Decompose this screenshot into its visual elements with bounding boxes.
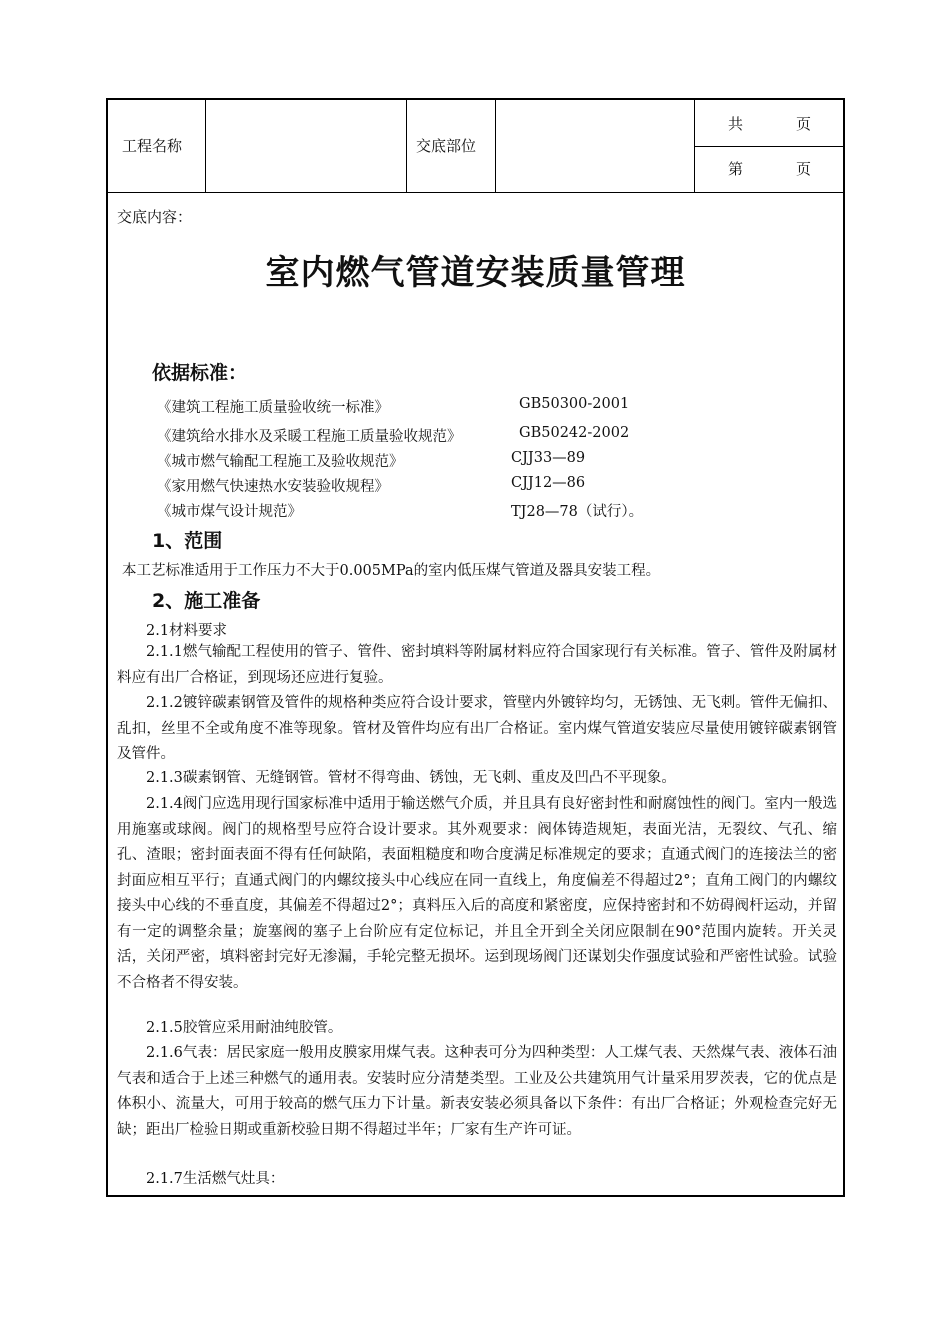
paragraph: 2.1.1燃气输配工程使用的管子、管件、密封填料等附属材料应符合国家现行有关标准。管子、管件及附属材料应有出厂合格证，到现场还应进行复验。 [117,644,837,686]
standard-name: 《城市燃气输配工程施工及验收规范》 [157,454,404,470]
paragraph: 2.1.5胶管应采用耐油纯胶管。 [146,1020,343,1036]
document-title: 室内燃气管道安装质量管理 [265,253,686,293]
divider [694,146,845,147]
basis-heading: 依据标准： [152,362,248,384]
standard-item [157,396,630,417]
standard-item [157,500,644,521]
total-pages-unit: 页 [796,115,812,133]
handover-part-label: 交底部位 [416,137,477,155]
standard-name: 《家用燃气快速热水安装验收规程》 [157,479,389,495]
standard-item [157,450,586,471]
total-pages-label: 共 [728,115,744,133]
standard-code: CJJ12—86 [511,475,586,491]
paragraph: 2.1.2镀锌碳素钢管及管件的规格种类应符合设计要求，管壁内外镀锌均匀，无锈蚀、无飞刺。管件无偏扣、乱扣，丝里不全或角度不准等现象。管材及管件均应有出厂合格证。室内煤气管道安装应尽量使用镀锌碳素钢管及管件。 [117,695,837,762]
page-number-label: 第 [728,160,744,178]
project-name-label: 工程名称 [122,137,183,155]
paragraph: 2.1.6气表：居民家庭一般用皮膜家用煤气表。这种表可分为四种类型：人工煤气表、天然煤气表、液体石油气表和适合于上述三种燃气的通用表。安装时应分清楚类型。工业及公共建筑用气计量采用罗茨表，它的优点是体积小、流量大，可用于较高的燃气压力下计量。新表安装必须具备以下条件：有出厂合格证；外观检查完好无缺；距出厂检验日期或重新校验日期不得超过半年；厂家有生产许可证。 [117,1045,837,1138]
divider [406,100,407,192]
standard-name: 《建筑给水排水及采暖工程施工质量验收规范》 [157,429,462,445]
divider [495,100,496,192]
content-label: 交底内容： [117,208,193,226]
paragraph: 2.1.4阀门应选用现行国家标准中适用于输送燃气介质，并且具有良好密封性和耐腐蚀性的阀门。室内一般选用施塞或球阀。阀门的规格型号应符合设计要求。其外观要求：阀体铸造规矩，表面光洁，无裂纹、气孔、缩孔、渣眼；密封面表面不得有任何缺陷，表面粗糙度和吻合度满足标准规定的要求；直通式阀门的连接法兰的密封面应相互平行；直通式阀门的内螺纹接头中心线应在同一直线上，角度偏差不得超过2°；直角工阀门的内螺纹接头中心线的不垂直度，其偏差不得超过2°；真料压入后的高度和紧密度，应保持密封和不妨碍阀杆运动，并留有一定的调整余量；旋塞阀的塞子上台阶应有定位标记，并且全开到全关闭应限制在90°范围内旋转。开关灵活，关闭严密，填料密封完好无渗漏，手轮完整无损坏。运到现场阀门还谋划尖作强度试验和严密性试验。试验不合格者不得安装。 [117,796,837,991]
standard-item [157,425,630,446]
standard-name: 《建筑工程施工质量验收统一标准》 [157,400,389,416]
standard-code: TJ28—78（试行）。 [511,504,644,520]
page-number-unit: 页 [796,160,812,178]
paragraph: 2.1.7生活燃气灶具： [146,1171,285,1187]
standard-code: CJJ33—89 [511,450,586,466]
standard-name: 《城市煤气设计规范》 [157,504,302,520]
standard-code: GB50242-2002 [519,425,630,441]
standard-item [157,475,586,496]
paragraph: 2.1.3碳素钢管、无缝钢管。管材不得弯曲、锈蚀，无飞刺、重皮及凹凸不平现象。 [146,770,676,786]
form-header [108,100,843,193]
divider [205,100,206,192]
handover-form [106,98,845,1197]
section-heading-scope: 1、范围 [152,530,223,552]
scope-text: 本工艺标准适用于工作压力不大于0.005MPa的室内低压煤气管道及器具安装工程。 [122,563,661,579]
section-heading-preparation: 2、施工准备 [152,590,261,612]
sub-heading-materials: 2.1材料要求 [146,623,228,639]
standard-code: GB50300-2001 [519,396,630,412]
